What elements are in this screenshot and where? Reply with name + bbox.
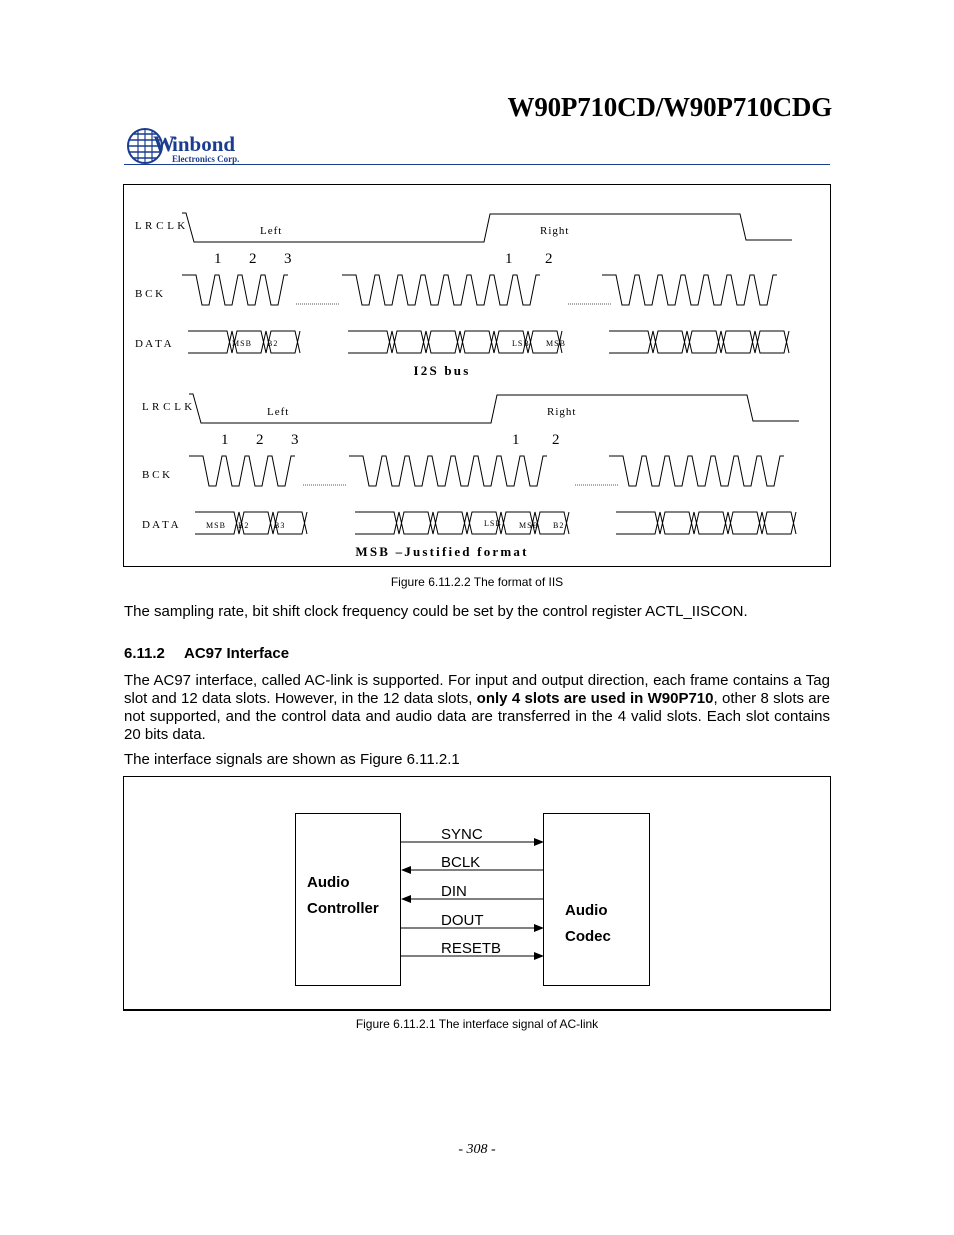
section-number: 6.11.2 [124, 645, 165, 662]
svg-text:inbond: inbond [172, 132, 236, 156]
bit-number: 1 [512, 432, 520, 448]
sampling-rate-paragraph: The sampling rate, bit shift clock frequency could be set by the control register ACTL_IISCON. [124, 603, 748, 620]
data-bit-tag: MSB [206, 521, 226, 530]
right-channel-label: Right [547, 406, 577, 418]
data-bit-tag: B3 [274, 521, 286, 530]
left-channel-label: Left [267, 406, 290, 418]
ac-link-figure-frame [123, 776, 831, 1011]
signal-sync-label: SYNC [441, 826, 483, 843]
bck-label: B C K [142, 469, 171, 481]
ac97-text-b: , other 8 slots are not supported, and the control data and audio data are transferred in the 4 valid slots. Each slot contains 20 bits data. [124, 690, 830, 743]
data-bit-tag: B2 [238, 521, 250, 530]
interface-signals-paragraph: The interface signals are shown as Figure 6.11.2.1 [124, 751, 460, 768]
ac97-description-paragraph [124, 672, 830, 744]
data-bit-tag: MSB [232, 339, 252, 348]
iis-figure-frame [123, 184, 831, 567]
bit-number: 2 [545, 251, 553, 267]
signal-din-label: DIN [441, 883, 467, 900]
bck-waveform [342, 275, 540, 305]
section-heading [124, 645, 289, 662]
timing-section-title: I2S bus [413, 363, 471, 378]
iis-figure-caption: Figure 6.11.2.2 The format of IIS [390, 575, 564, 589]
data-bit-tag: B2 [267, 339, 279, 348]
bit-number: 1 [221, 432, 229, 448]
timing-section-title: MSB –Justified format [355, 544, 529, 559]
controller-label-line2: Controller [307, 900, 379, 917]
bit-number: 2 [249, 251, 257, 267]
ac-link-arrows [124, 777, 830, 1009]
bck-waveform [182, 275, 288, 305]
header-rule [124, 164, 830, 165]
bck-waveform [349, 456, 547, 486]
ac97-text-a: The AC97 interface, called AC-link is supported. For input and output direction, each frame contains a Tag slot and 12 data slots. However, in the 12 data slots, [124, 672, 830, 707]
data-bit-tag: LSB [484, 519, 502, 528]
ac97-text-bold: only 4 slots are used in W90P710 [476, 690, 714, 707]
document-title: W90P710CD/W90P710CDG [507, 92, 832, 122]
msb-justified-timing [142, 394, 799, 559]
winbond-logo [126, 126, 256, 166]
bit-number: 2 [552, 432, 560, 448]
data-bit-tag: MSB [519, 521, 539, 530]
codec-label-line2: Codec [565, 928, 611, 945]
data-waveform [348, 331, 562, 353]
signal-dout-label: DOUT [441, 912, 484, 929]
controller-label-line1: Audio [307, 874, 350, 891]
svg-text:W: W [153, 131, 175, 156]
data-label: D A T A [135, 338, 172, 350]
din-arrow [401, 895, 543, 903]
page-number: - 308 - [458, 1142, 496, 1157]
svg-text:Electronics Corp.: Electronics Corp. [172, 154, 240, 164]
data-waveform [616, 512, 796, 534]
signal-resetb-label: RESETB [441, 940, 502, 957]
i2s-bus-timing [135, 213, 792, 378]
data-bit-tag: LSB [512, 339, 530, 348]
bit-number: 1 [505, 251, 513, 267]
left-channel-label: Left [260, 225, 283, 237]
bck-waveform [602, 275, 777, 305]
iis-timing-diagram [124, 185, 830, 566]
data-bit-tag: B2 [553, 521, 565, 530]
ac-link-figure-caption: Figure 6.11.2.1 The interface signal of AC-link [355, 1017, 599, 1031]
lrclk-label: L R C L K [142, 401, 193, 413]
bck-label: B C K [135, 288, 164, 300]
section-title: AC97 Interface [184, 645, 290, 662]
codec-label-line1: Audio [565, 902, 608, 919]
bit-number: 2 [256, 432, 264, 448]
right-channel-label: Right [540, 225, 570, 237]
data-bit-tag: MSB [546, 339, 566, 348]
data-label: D A T A [142, 519, 179, 531]
bck-waveform [189, 456, 295, 486]
data-waveform [609, 331, 789, 353]
lrclk-label: L R C L K [135, 220, 186, 232]
bit-number: 3 [284, 251, 292, 267]
bit-number: 1 [214, 251, 222, 267]
bit-number: 3 [291, 432, 299, 448]
signal-bclk-label: BCLK [441, 854, 481, 871]
bck-waveform [609, 456, 784, 486]
